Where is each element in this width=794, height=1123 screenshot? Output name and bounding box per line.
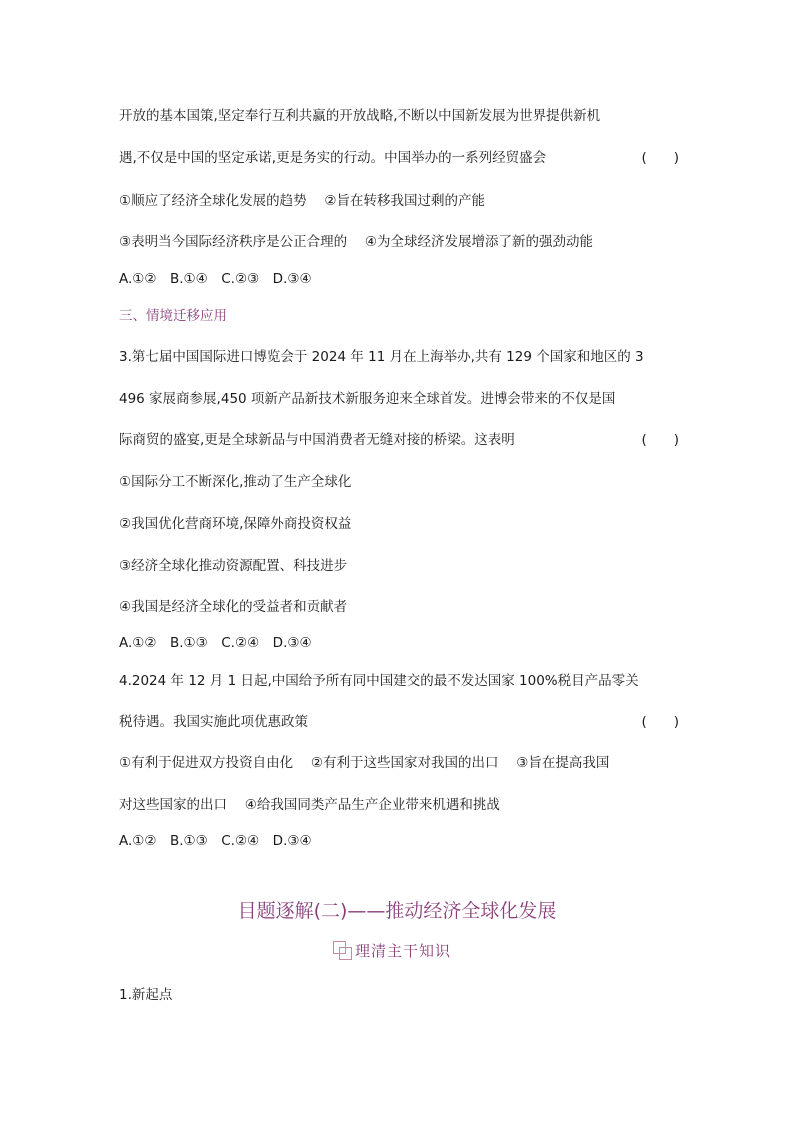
q4-answers: A.①② B.①③ C.②④ D.③④ xyxy=(119,833,312,849)
continuation-line-1: 开放的基本国策,坚定奉行互利共赢的开放战略,不断以中国新发展为世界提供新机 xyxy=(119,108,601,124)
q4-line-2 xyxy=(119,712,679,732)
answer-paren: ( ) xyxy=(641,714,679,730)
double-square-icon xyxy=(332,940,352,960)
q4-line-2-text: 税待遇。我国实施此项优惠政策 xyxy=(119,714,308,730)
continuation-line-2 xyxy=(119,148,679,168)
q3-line-3-text: 际商贸的盛宴,更是全球新品与中国消费者无缝对接的桥梁。这表明 xyxy=(119,432,515,448)
knowledge-item-1: 1.新起点 xyxy=(119,987,173,1003)
continuation-options-2: ③表明当今国际经济秩序是公正合理的 ④为全球经济发展增添了新的强劲动能 xyxy=(119,234,593,250)
continuation-answers: A.①② B.①④ C.②③ D.③④ xyxy=(119,271,312,287)
q3-option-2: ②我国优化营商环境,保障外商投资权益 xyxy=(119,516,352,532)
continuation-line-2-text: 遇,不仅是中国的坚定承诺,更是务实的行动。中国举办的一系列经贸盛会 xyxy=(119,150,547,166)
section-heading: 三、情境迁移应用 xyxy=(119,308,227,324)
q3-line-2: 496 家展商参展,450 项新产品新技术新服务迎来全球首发。进博会带来的不仅是国 xyxy=(119,391,616,407)
q3-line-1: 3.第七届中国国际进口博览会于 2024 年 11 月在上海举办,共有 129 个国家和地区的 3 xyxy=(119,349,644,365)
subtitle-text: 理清主干知识 xyxy=(355,941,452,960)
subtitle xyxy=(332,938,451,962)
q3-option-3: ③经济全球化推动资源配置、科技进步 xyxy=(119,558,348,574)
continuation-options-1: ①顺应了经济全球化发展的趋势 ②旨在转移我国过剩的产能 xyxy=(119,193,485,209)
q4-line-1: 4.2024 年 12 月 1 日起,中国给予所有同中国建交的最不发达国家 100%税目产品零关 xyxy=(119,673,639,689)
answer-paren: ( ) xyxy=(641,432,679,448)
topic-title: 目题逐解(二)——推动经济全球化发展 xyxy=(237,900,557,922)
answer-paren: ( ) xyxy=(641,150,679,166)
q3-option-4: ④我国是经济全球化的受益者和贡献者 xyxy=(119,599,348,615)
q3-answers: A.①② B.①③ C.②④ D.③④ xyxy=(119,635,312,651)
q4-options-1: ①有利于促进双方投资自由化 ②有利于这些国家对我国的出口 ③旨在提高我国 xyxy=(119,755,610,771)
q3-line-3 xyxy=(119,430,679,450)
q3-option-1: ①国际分工不断深化,推动了生产全球化 xyxy=(119,474,352,490)
q4-options-2: 对这些国家的出口 ④给我国同类产品生产企业带来机遇和挑战 xyxy=(119,797,500,813)
